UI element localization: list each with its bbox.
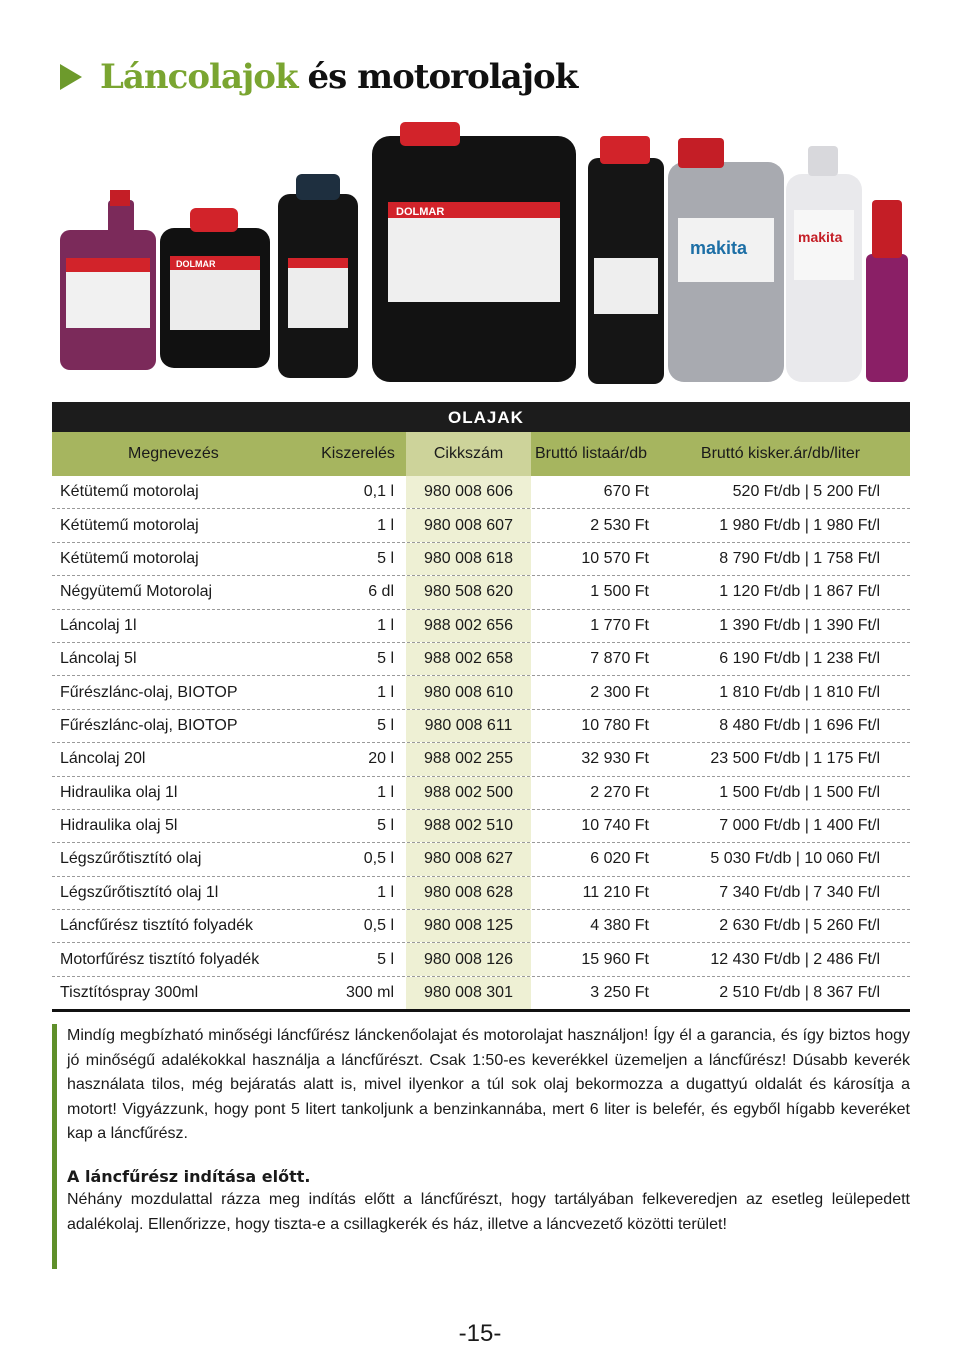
header-kiskerar: Bruttó kisker.ár/db/liter (700, 445, 861, 462)
cell-size: 1 l (377, 883, 394, 901)
table-row (52, 877, 910, 910)
bottle-small-purple (866, 200, 908, 382)
triangle-bullet-icon (60, 64, 82, 90)
cell-name: Légszűrőtisztító olaj (60, 850, 202, 868)
cell-size: 0,5 l (363, 850, 394, 868)
cell-name: Négyütemű Motorolaj (60, 583, 213, 601)
cell-list-price: 1 500 Ft (590, 583, 649, 601)
cell-size: 0,5 l (363, 917, 394, 935)
cell-name: Fűrészlánc-olaj, BIOTOP (60, 716, 238, 734)
cell-name: Tisztítóspray 300ml (60, 984, 199, 1002)
cell-retail-price: 1 120 Ft/db | 1 867 Ft/l (719, 583, 880, 601)
cell-size: 1 l (377, 783, 394, 801)
bottle-makita-oil (668, 138, 784, 382)
table-row (52, 676, 910, 709)
cell-retail-price: 8 790 Ft/db | 1 758 Ft/l (719, 549, 880, 567)
cell-name: Kétütemű motorolaj (60, 516, 199, 534)
cell-code: 988 002 500 (406, 777, 531, 809)
cell-retail-price: 12 430 Ft/db | 2 486 Ft/l (710, 950, 880, 968)
brand-label-b5: makita (690, 238, 748, 258)
title-part-green: Láncolajok (100, 57, 298, 97)
bottle-chain-oil (588, 136, 664, 384)
cell-code: 980 008 606 (406, 476, 531, 508)
cell-retail-price: 23 500 Ft/db | 1 175 Ft/l (710, 750, 880, 768)
cell-size: 5 l (377, 716, 394, 734)
cell-name: Láncolaj 1l (60, 616, 137, 634)
oil-price-table (52, 402, 910, 1012)
section-subheading: A láncfűrész indítása előtt. (67, 1166, 311, 1186)
table-row (52, 977, 910, 1012)
cell-list-price: 3 250 Ft (590, 984, 649, 1002)
cell-code: 980 008 610 (406, 676, 531, 708)
cell-retail-price: 2 630 Ft/db | 5 260 Ft/l (719, 917, 880, 935)
cell-list-price: 15 960 Ft (581, 950, 649, 968)
cell-code: 988 002 510 (406, 810, 531, 842)
cell-name: Láncolaj 20l (60, 750, 146, 768)
cell-size: 300 ml (345, 984, 394, 1002)
header-megnevezes: Megnevezés (128, 445, 219, 462)
header-listaar: Bruttó listaár/db (534, 445, 648, 462)
cell-retail-price: 1 980 Ft/db | 1 980 Ft/l (719, 516, 880, 534)
cell-size: 5 l (377, 549, 394, 567)
table-row (52, 910, 910, 943)
table-row (52, 943, 910, 976)
table-row (52, 843, 910, 876)
table-row (52, 743, 910, 776)
table-row (52, 610, 910, 643)
cell-list-price: 670 Ft (603, 483, 649, 501)
table-section-title: OLAJAK (448, 408, 524, 427)
cell-list-price: 1 770 Ft (590, 616, 649, 634)
cell-code: 988 002 255 (406, 743, 531, 775)
cell-code: 988 002 656 (406, 610, 531, 642)
table-row (52, 476, 910, 509)
brand-label-b6: makita (798, 229, 843, 245)
cell-name: Láncolaj 5l (60, 650, 137, 668)
brand-label-b3: DOLMAR (396, 206, 445, 218)
cell-size: 5 l (377, 950, 394, 968)
table-row (52, 777, 910, 810)
cell-size: 20 l (368, 750, 394, 768)
cell-list-price: 6 020 Ft (590, 850, 649, 868)
cell-list-price: 11 210 Ft (582, 883, 649, 901)
page-title (60, 52, 577, 102)
cell-code: 988 002 658 (406, 643, 531, 675)
cell-code: 980 508 620 (406, 576, 531, 608)
table-row (52, 576, 910, 609)
page-number: -15- (458, 1320, 502, 1347)
header-kiszereles: Kiszerelés (321, 445, 395, 462)
cell-name: Láncfűrész tisztító folyadék (60, 917, 253, 935)
cell-retail-price: 1 500 Ft/db | 1 500 Ft/l (719, 783, 880, 801)
cell-name: Kétütemű motorolaj (60, 483, 199, 501)
cell-name: Motorfűrész tisztító folyadék (60, 950, 260, 968)
cell-name: Fűrészlánc-olaj, BIOTOP (60, 683, 238, 701)
cell-list-price: 32 930 Ft (581, 750, 649, 768)
cell-retail-price: 7 000 Ft/db | 1 400 Ft/l (719, 817, 880, 835)
cell-retail-price: 1 390 Ft/db | 1 390 Ft/l (719, 616, 880, 634)
info-text-block (52, 1024, 910, 1269)
cell-list-price: 10 780 Ft (581, 716, 649, 734)
cell-name: Hidraulika olaj 1l (60, 783, 178, 801)
cell-code: 980 008 607 (406, 509, 531, 541)
cell-code: 980 008 301 (406, 977, 531, 1009)
cell-size: 1 l (377, 616, 394, 634)
cell-code: 980 008 627 (406, 843, 531, 875)
cell-retail-price: 7 340 Ft/db | 7 340 Ft/l (719, 883, 880, 901)
cell-retail-price: 8 480 Ft/db | 1 696 Ft/l (719, 716, 880, 734)
table-row (52, 710, 910, 743)
cell-list-price: 2 270 Ft (590, 783, 649, 801)
bottle-small-oil (278, 174, 358, 378)
cell-retail-price: 1 810 Ft/db | 1 810 Ft/l (719, 683, 880, 701)
cell-size: 5 l (377, 650, 394, 668)
table-row (52, 810, 910, 843)
cell-name: Hidraulika olaj 5l (60, 817, 178, 835)
title-part-dark: és motorolajok (307, 57, 578, 97)
bottle-four-stroke-oil (160, 208, 270, 368)
header-cikkszam: Cikkszám (406, 432, 531, 476)
cell-size: 1 l (377, 683, 394, 701)
cell-code: 980 008 126 (406, 943, 531, 975)
cell-list-price: 10 570 Ft (581, 549, 649, 567)
cell-retail-price: 6 190 Ft/db | 1 238 Ft/l (719, 650, 880, 668)
cell-list-price: 2 300 Ft (590, 683, 649, 701)
cell-code: 980 008 628 (406, 877, 531, 909)
cell-list-price: 4 380 Ft (590, 917, 649, 935)
cell-list-price: 10 740 Ft (581, 817, 649, 835)
cell-name: Kétütemű motorolaj (60, 549, 199, 567)
cell-retail-price: 520 Ft/db | 5 200 Ft/l (732, 483, 880, 501)
brand-label-b1: DOLMAR (176, 259, 216, 269)
cell-list-price: 7 870 Ft (590, 650, 649, 668)
product-photo (52, 118, 910, 402)
info-paragraph: Mindíg megbízható minőségi láncfűrész lánckenőolajat és motorolajat használjon! Így él a garancia, és így biztos hogy jó minőségű adalékokkal használja a láncfűrészt. Csak 1:50-es keverékkel üzemeljen a láncfűrész! Dúsabb keverék használata tilos, még bejáratás alatt is, mivel ilyenkor a túl sok olaj bekormozza a dugattyú oldalát és károsítja a motort! Vigyázzunk, hogy pont 5 litert tankoljunk a benzinkannába, mert 6 liter is belefér, és egyből hígabb keveréket kap a láncfűrész. (67, 1027, 910, 1143)
cell-size: 5 l (377, 817, 394, 835)
cell-list-price: 2 530 Ft (590, 516, 649, 534)
table-row (52, 643, 910, 676)
cell-code: 980 008 618 (406, 543, 531, 575)
table-row (52, 543, 910, 576)
canister-hydraulic-oil (372, 122, 576, 382)
table-column-headers (52, 432, 910, 476)
cell-retail-price: 5 030 Ft/db | 10 060 Ft/l (710, 850, 880, 868)
cell-size: 1 l (377, 516, 394, 534)
cell-name: Légszűrőtisztító olaj 1l (60, 883, 219, 901)
startup-paragraph: Néhány mozdulattal rázza meg indítás előtt a láncfűrészt, hogy tartályában felkeveredjen az esetleg leülepedett adalékolaj. Ellenőrizze, hogy tiszta-e a csillagkerék és ház, illetve a láncvezető közötti terület! (67, 1190, 910, 1233)
cell-code: 980 008 611 (406, 710, 531, 742)
bottle-makita-cleaner (786, 146, 862, 382)
table-section-header (52, 402, 910, 432)
table-row (52, 509, 910, 542)
table-body (52, 476, 910, 1012)
cell-size: 6 dl (368, 583, 394, 601)
cell-code: 980 008 125 (406, 910, 531, 942)
cell-retail-price: 2 510 Ft/db | 8 367 Ft/l (719, 984, 880, 1002)
cell-size: 0,1 l (363, 483, 394, 501)
